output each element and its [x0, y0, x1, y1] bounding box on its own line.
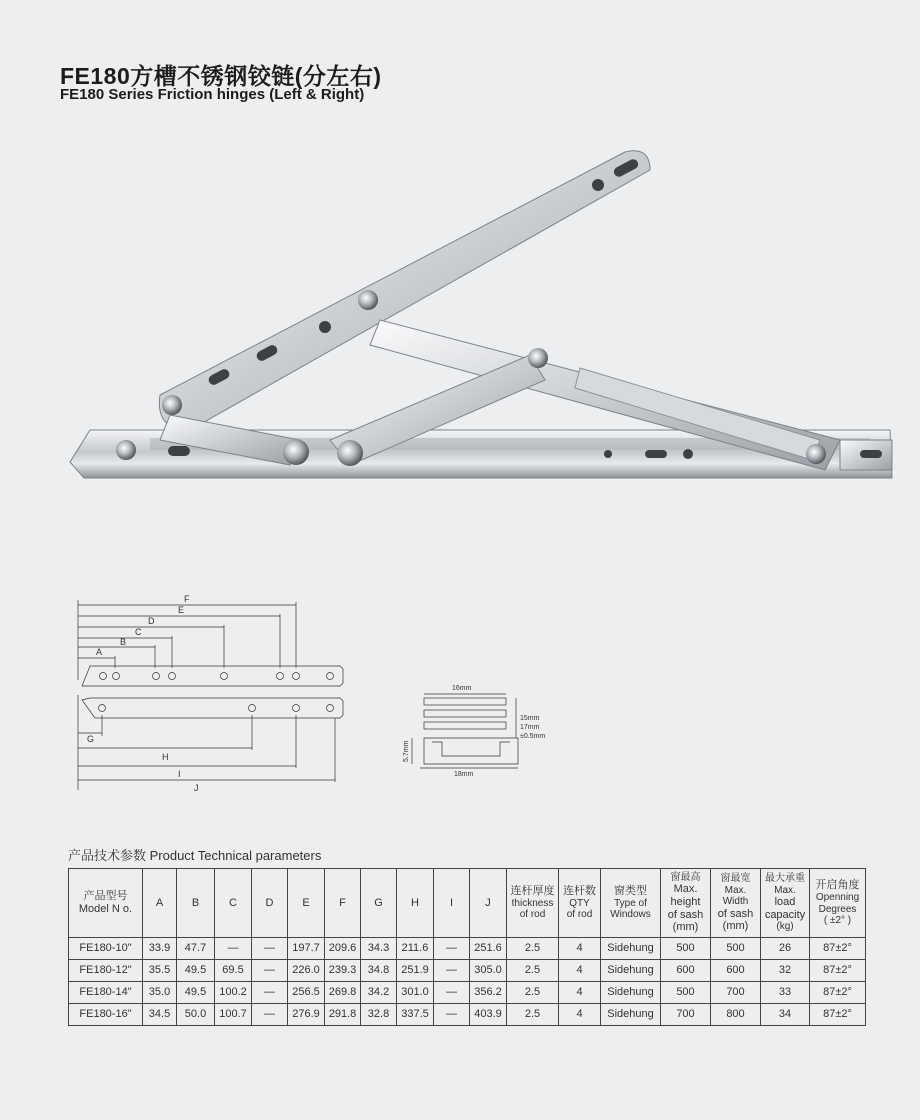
header-max-load: 最大承重 Max. load capacity (kg)	[761, 869, 810, 938]
header-opening-angle: 开启角度 Openning Degrees ( ±2° )	[810, 869, 866, 938]
header-d: D	[252, 869, 288, 938]
cell-f: 239.3	[325, 960, 361, 982]
cell-thickness: 2.5	[507, 938, 559, 960]
cell-c: 69.5	[215, 960, 252, 982]
cell-model: FE180-12"	[69, 960, 143, 982]
cell-f: 209.6	[325, 938, 361, 960]
cell-model: FE180-16"	[69, 1004, 143, 1026]
section-height-1: 15mm	[520, 715, 540, 722]
cell-max-load: 26	[761, 938, 810, 960]
cell-max-height: 500	[661, 982, 711, 1004]
cell-g: 34.3	[361, 938, 397, 960]
cell-d: —	[252, 1004, 288, 1026]
cell-qty: 4	[559, 960, 601, 982]
cell-h: 337.5	[397, 1004, 434, 1026]
cell-window-type: Sidehung	[601, 938, 661, 960]
cell-a: 34.5	[143, 1004, 177, 1026]
section-side: 5.7mm	[403, 740, 410, 762]
dim-label-g: G	[87, 734, 95, 744]
cell-b: 47.7	[177, 938, 215, 960]
cell-c: —	[215, 938, 252, 960]
page-title: FE180方槽不锈钢铰链(分左右)	[60, 63, 382, 89]
cell-f: 269.8	[325, 982, 361, 1004]
cell-max-load: 33	[761, 982, 810, 1004]
table-row	[69, 938, 866, 960]
rivet	[162, 395, 182, 415]
cell-e: 256.5	[288, 982, 325, 1004]
header-j: J	[470, 869, 507, 938]
dim-label-d: D	[148, 616, 155, 626]
cell-g: 34.8	[361, 960, 397, 982]
header-c: C	[215, 869, 252, 938]
cell-d: —	[252, 982, 288, 1004]
cell-opening-angle: 87±2°	[810, 960, 866, 982]
cell-thickness: 2.5	[507, 960, 559, 982]
rivet	[528, 348, 548, 368]
cell-j: 305.0	[470, 960, 507, 982]
rivet	[358, 290, 378, 310]
cell-max-height: 500	[661, 938, 711, 960]
table-row	[69, 982, 866, 1004]
dim-label-h: H	[162, 752, 169, 762]
table-header-row	[69, 869, 866, 938]
header-model: 产品型号 Model N o.	[69, 869, 143, 938]
cell-window-type: Sidehung	[601, 1004, 661, 1026]
header-window-type: 窗类型 Type of Windows	[601, 869, 661, 938]
hinge-product-image	[60, 140, 900, 500]
page-subtitle: FE180 Series Friction hinges (Left & Right)	[60, 86, 365, 103]
cell-h: 211.6	[397, 938, 434, 960]
cell-c: 100.2	[215, 982, 252, 1004]
cell-max-width: 600	[711, 960, 761, 982]
cell-b: 49.5	[177, 982, 215, 1004]
spec-table	[68, 868, 866, 1026]
dim-label-i: I	[178, 769, 181, 779]
cell-b: 49.5	[177, 960, 215, 982]
section-tolerance: ±0.5mm	[520, 733, 546, 740]
cell-a: 35.0	[143, 982, 177, 1004]
cell-max-width: 700	[711, 982, 761, 1004]
cell-e: 276.9	[288, 1004, 325, 1026]
table-row	[69, 960, 866, 982]
cell-a: 35.5	[143, 960, 177, 982]
cell-max-load: 34	[761, 1004, 810, 1026]
cell-max-width: 500	[711, 938, 761, 960]
header-f: F	[325, 869, 361, 938]
cell-model: FE180-14"	[69, 982, 143, 1004]
header-b: B	[177, 869, 215, 938]
cell-g: 32.8	[361, 1004, 397, 1026]
dim-label-j: J	[194, 783, 199, 793]
cell-h: 251.9	[397, 960, 434, 982]
cell-qty: 4	[559, 938, 601, 960]
cell-d: —	[252, 960, 288, 982]
section-width-top: 16mm	[452, 685, 472, 692]
dim-label-c: C	[135, 627, 142, 637]
section-drawing	[396, 676, 566, 786]
header-i: I	[434, 869, 470, 938]
dim-label-b: B	[120, 637, 127, 647]
cell-max-load: 32	[761, 960, 810, 982]
cell-f: 291.8	[325, 1004, 361, 1026]
section-width-bottom: 18mm	[454, 771, 474, 778]
rivet	[116, 440, 136, 460]
dim-label-a: A	[96, 647, 103, 657]
cell-b: 50.0	[177, 1004, 215, 1026]
rivet	[337, 440, 363, 466]
header-max-width: 窗最宽 Max. Width of sash (mm)	[711, 869, 761, 938]
cell-opening-angle: 87±2°	[810, 982, 866, 1004]
header-e: E	[288, 869, 325, 938]
cell-max-height: 600	[661, 960, 711, 982]
cell-d: —	[252, 938, 288, 960]
header-a: A	[143, 869, 177, 938]
cell-thickness: 2.5	[507, 1004, 559, 1026]
header-h: H	[397, 869, 434, 938]
header-g: G	[361, 869, 397, 938]
cell-window-type: Sidehung	[601, 982, 661, 1004]
header-max-height: 窗最高 Max. height of sash (mm)	[661, 869, 711, 938]
cell-window-type: Sidehung	[601, 960, 661, 982]
section-height-2: 17mm	[520, 724, 540, 731]
table-row	[69, 1004, 866, 1026]
cell-qty: 4	[559, 1004, 601, 1026]
cell-c: 100.7	[215, 1004, 252, 1026]
cell-max-height: 700	[661, 1004, 711, 1026]
dim-label-f: F	[184, 594, 190, 604]
cell-i: —	[434, 938, 470, 960]
cell-i: —	[434, 982, 470, 1004]
cell-h: 301.0	[397, 982, 434, 1004]
header-qty: 连杆数 QTY of rod	[559, 869, 601, 938]
cell-e: 197.7	[288, 938, 325, 960]
rivet	[283, 439, 309, 465]
cell-qty: 4	[559, 982, 601, 1004]
rivet	[806, 444, 826, 464]
cell-thickness: 2.5	[507, 982, 559, 1004]
params-title: 产品技术参数 Product Technical parameters	[68, 848, 322, 863]
cell-j: 251.6	[470, 938, 507, 960]
cell-g: 34.2	[361, 982, 397, 1004]
cell-opening-angle: 87±2°	[810, 1004, 866, 1026]
dimension-drawing	[60, 590, 360, 800]
cell-i: —	[434, 1004, 470, 1026]
cell-e: 226.0	[288, 960, 325, 982]
cell-i: —	[434, 960, 470, 982]
cell-j: 403.9	[470, 1004, 507, 1026]
dim-label-e: E	[178, 605, 185, 615]
cell-max-width: 800	[711, 1004, 761, 1026]
cell-j: 356.2	[470, 982, 507, 1004]
cell-opening-angle: 87±2°	[810, 938, 866, 960]
header-thickness: 连杆厚度 thickness of rod	[507, 869, 559, 938]
cell-a: 33.9	[143, 938, 177, 960]
cell-model: FE180-10"	[69, 938, 143, 960]
